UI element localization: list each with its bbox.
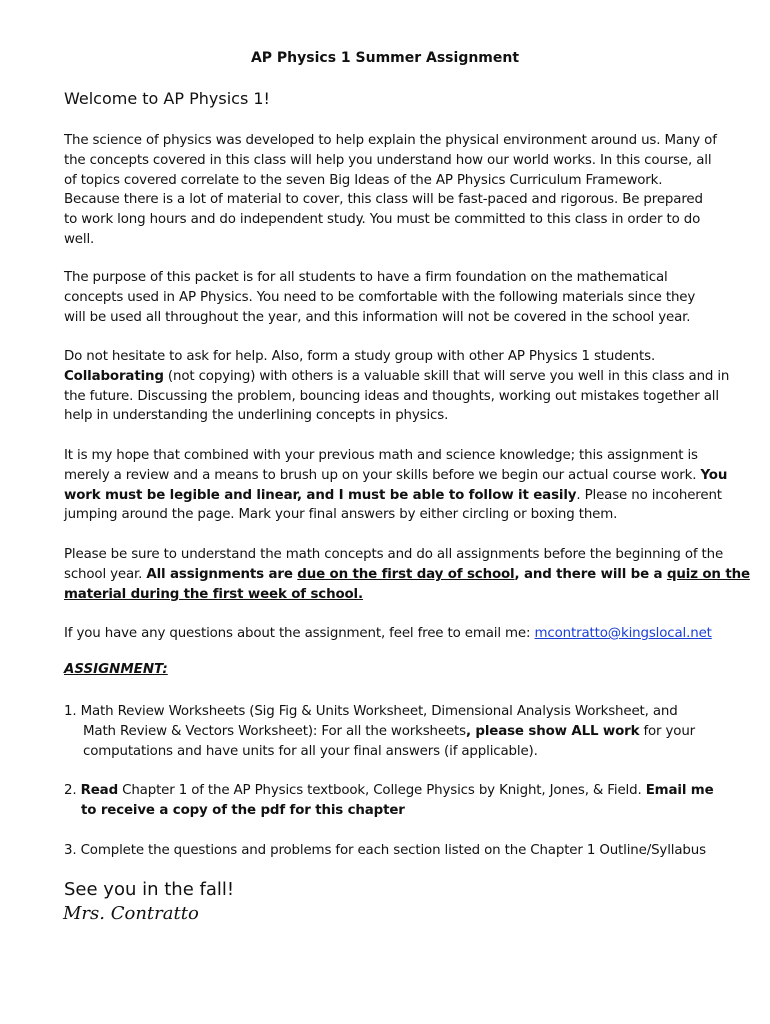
text-line	[64, 486, 722, 506]
text-line	[64, 624, 714, 644]
text-line: Do not hesitate to ask for help. Also, form a study group with other AP Physics 1 students.	[64, 349, 656, 364]
assignment-item-3	[64, 841, 724, 861]
text-line: of topics covered correlate to the seven Big Ideas of the AP Physics Curriculum Framework.	[64, 172, 663, 188]
intro-paragraph	[64, 131, 717, 250]
due-date-paragraph	[64, 545, 750, 604]
text-line: The science of physics was developed to help explain the physical environment around us. Many of	[64, 133, 717, 148]
assignment-item-1	[64, 702, 724, 761]
collaborating-bold: Collaborating	[64, 368, 164, 384]
text-line: the future. Discussing the problem, bouncing ideas and thoughts, working out mistakes together all	[64, 388, 719, 404]
text-line	[64, 781, 724, 801]
bold-segment: Email me	[645, 783, 714, 798]
text-segment: Chapter 1 of the AP Physics textbook, College Physics by Knight, Jones, & Field.	[118, 783, 646, 798]
text-line: jumping around the page. Mark your final answers by either circling or boxing them.	[64, 507, 618, 523]
text-line: will be used all throughout the year, and this information will not be covered in the school year.	[64, 309, 691, 325]
text-line	[64, 585, 714, 605]
text-line: computations and have units for all your final answers (if applicable).	[83, 743, 538, 759]
text-line	[64, 466, 728, 486]
email-link[interactable]: mcontratto@kingslocal.net	[534, 626, 712, 641]
text-line: The purpose of this packet is for all students to have a firm foundation on the mathematical	[64, 270, 668, 285]
text-line: to work long hours and do independent study. You must be committed to this class in order to do	[64, 212, 701, 228]
document-title: AP Physics 1 Summer Assignment	[250, 50, 520, 66]
text-line	[64, 367, 730, 387]
hope-paragraph	[64, 446, 728, 525]
text-segment: merely a review and a means to brush up on your skills before we begin our actual course work.	[64, 467, 701, 483]
text-line	[64, 565, 750, 585]
text-line: the concepts covered in this class will help you understand how our world works. In this course, all	[64, 152, 712, 168]
text-line: Because there is a lot of material to cover, this class will be fast-paced and rigorous. Be prepared	[64, 192, 703, 208]
bold-segment: Read	[80, 783, 119, 798]
closing-line: See you in the fall!	[64, 879, 235, 900]
text-line	[64, 722, 724, 742]
bold-segment: , please show ALL work	[465, 723, 640, 739]
text-segment: (not copying) with others is a valuable skill that will serve you well in this class and in	[163, 368, 730, 384]
due-date-underline: due on the first day of school	[297, 566, 515, 582]
bold-segment: You	[700, 467, 728, 483]
text-segment: If you have any questions about the assignment, feel free to email me:	[64, 626, 535, 641]
quiz-underline: material during the first week of school.	[64, 586, 363, 602]
help-paragraph	[64, 347, 730, 426]
text-segment: Math Review & Vectors Worksheet): For all the worksheets	[83, 723, 466, 739]
assignment-item-2	[64, 781, 724, 821]
text-line: It is my hope that combined with your previous math and science knowledge; this assignment is	[64, 448, 698, 463]
text-line: help in understanding the underlining concepts in physics.	[64, 408, 449, 424]
bold-segment: , and there will be a	[514, 566, 667, 582]
contact-paragraph	[64, 624, 714, 644]
text-line: concepts used in AP Physics. You need to be comfortable with the following materials since they	[64, 289, 696, 305]
text-line: well.	[64, 231, 95, 247]
text-segment: school year.	[64, 566, 147, 582]
text-segment: for your	[639, 723, 696, 739]
assignment-heading: ASSIGNMENT:	[64, 662, 168, 677]
text-segment: . Please no incoherent	[576, 487, 722, 503]
purpose-paragraph	[64, 268, 714, 327]
text-line: Please be sure to understand the math concepts and do all assignments before the beginning of the	[64, 547, 724, 562]
bold-segment: All assignments are	[146, 566, 298, 582]
text-line: to receive a copy of the pdf for this chapter	[81, 802, 405, 818]
text-segment: 2.	[64, 783, 81, 798]
welcome-heading: Welcome to AP Physics 1!	[64, 89, 270, 108]
signature: Mrs. Contratto	[63, 903, 199, 924]
text-line: 3. Complete the questions and problems for each section listed on the Chapter 1 Outline/Syllabus	[64, 843, 706, 858]
text-line: 1. Math Review Worksheets (Sig Fig & Units Worksheet, Dimensional Analysis Worksheet, and	[64, 704, 678, 719]
quiz-underline: quiz on the	[666, 566, 750, 582]
bold-segment: work must be legible and linear, and I must be able to follow it easily	[64, 487, 577, 503]
